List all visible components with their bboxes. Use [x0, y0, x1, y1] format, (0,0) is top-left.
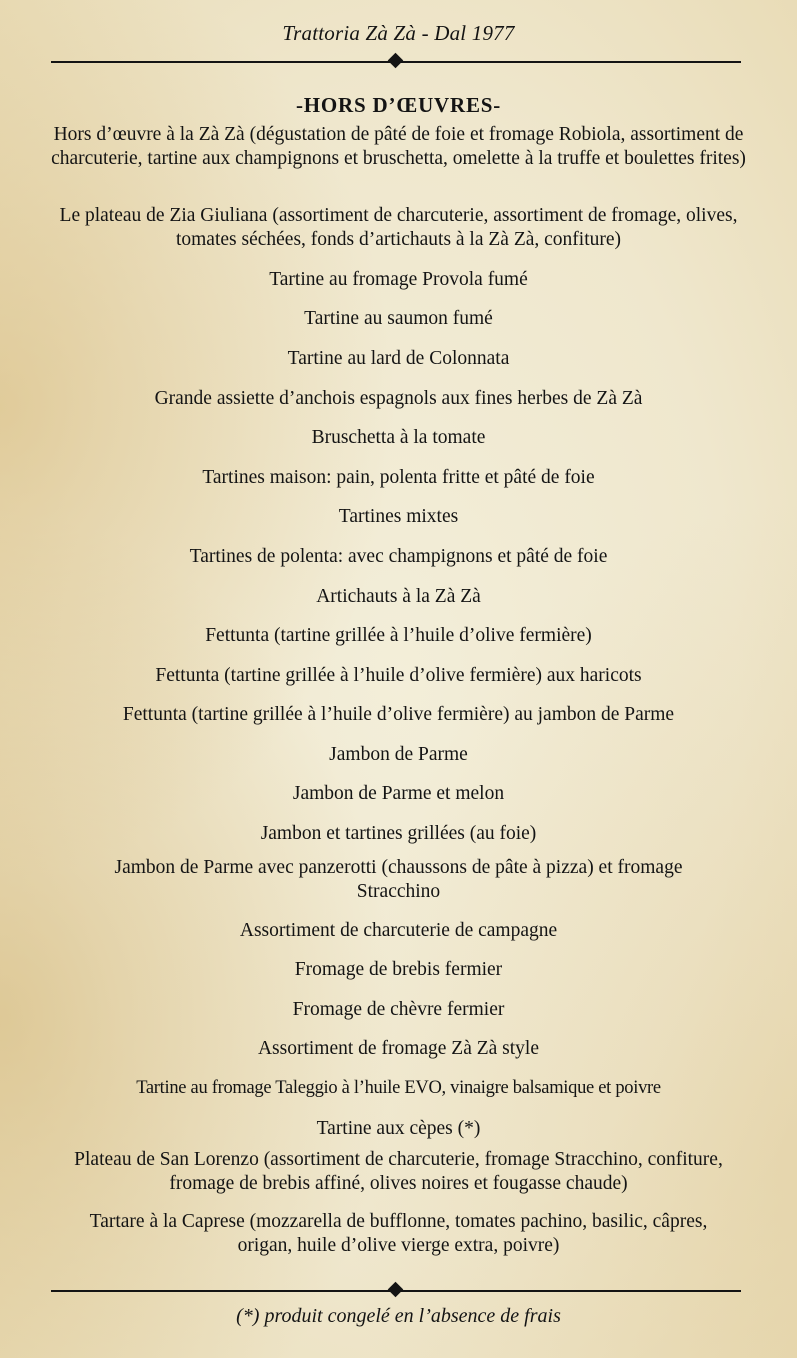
restaurant-title: Trattoria Zà Zà - Dal 1977	[282, 21, 515, 45]
menu-item: Tartines maison: pain, polenta fritte et pâté de foie	[202, 467, 595, 488]
menu-item: Artichauts à la Zà Zà	[316, 586, 481, 607]
menu-item: Tartine au fromage Provola fumé	[269, 269, 528, 290]
menu-item: Assortiment de charcuterie de campagne	[239, 920, 558, 941]
section-title: -HORS D’ŒUVRES-	[295, 93, 502, 117]
menu-item: Le plateau de Zia Giuliana (assortiment de charcuterie, assortiment de fromage, olives, tomates séchées, fonds d’artichauts à la Zà Zà, confiture)	[59, 205, 738, 250]
menu-item: Plateau de San Lorenzo (assortiment de charcuterie, fromage Stracchino, confiture, fromage de brebis affiné, olives noires et fougasse chaude)	[74, 1149, 723, 1194]
menu-item: Fromage de brebis fermier	[294, 959, 503, 980]
menu-item: Jambon de Parme	[329, 744, 468, 765]
menu-item: Tartine aux cèpes (*)	[316, 1118, 481, 1139]
menu-item: Fettunta (tartine grillée à l’huile d’olive fermière) au jambon de Parme	[122, 704, 675, 725]
menu-item: Fettunta (tartine grillée à l’huile d’olive fermière)	[205, 625, 592, 646]
menu-item: Tartines de polenta: avec champignons et pâté de foie	[189, 546, 608, 567]
menu-item: Tartine au saumon fumé	[304, 308, 493, 329]
menu-item: Tartine au lard de Colonnata	[287, 348, 510, 369]
bottom-divider	[51, 1290, 741, 1292]
menu-item: Jambon de Parme avec panzerotti (chaussons de pâte à pizza) et fromage Stracchino	[114, 857, 683, 902]
menu-item: Tartines mixtes	[338, 506, 459, 527]
menu-item: Assortiment de fromage Zà Zà style	[257, 1038, 540, 1059]
footnote: (*) produit congelé en l’absence de frais	[236, 1305, 561, 1327]
diamond-ornament-icon	[388, 1282, 404, 1298]
menu-item: Jambon et tartines grillées (au foie)	[260, 823, 537, 844]
top-divider	[51, 61, 741, 63]
menu-item: Tartare à la Caprese (mozzarella de bufflonne, tomates pachino, basilic, câpres, origan, huile d’olive vierge extra, poivre)	[89, 1211, 708, 1256]
menu-item: Fettunta (tartine grillée à l’huile d’olive fermière) aux haricots	[155, 665, 642, 686]
menu-item: Tartine au fromage Taleggio à l’huile EVO, vinaigre balsamique et poivre	[136, 1078, 661, 1098]
menu-item: Bruschetta à la tomate	[311, 427, 486, 448]
menu-item: Hors d’œuvre à la Zà Zà (dégustation de pâté de foie et fromage Robiola, assortiment de charcuterie, tartine aux champignons et bruschetta, omelette à la truffe et boulettes frites)	[51, 124, 746, 169]
menu-item: Fromage de chèvre fermier	[292, 999, 505, 1020]
menu-item: Grande assiette d’anchois espagnols aux fines herbes de Zà Zà	[154, 388, 643, 409]
diamond-ornament-icon	[388, 53, 404, 69]
menu-item: Jambon de Parme et melon	[292, 783, 505, 804]
